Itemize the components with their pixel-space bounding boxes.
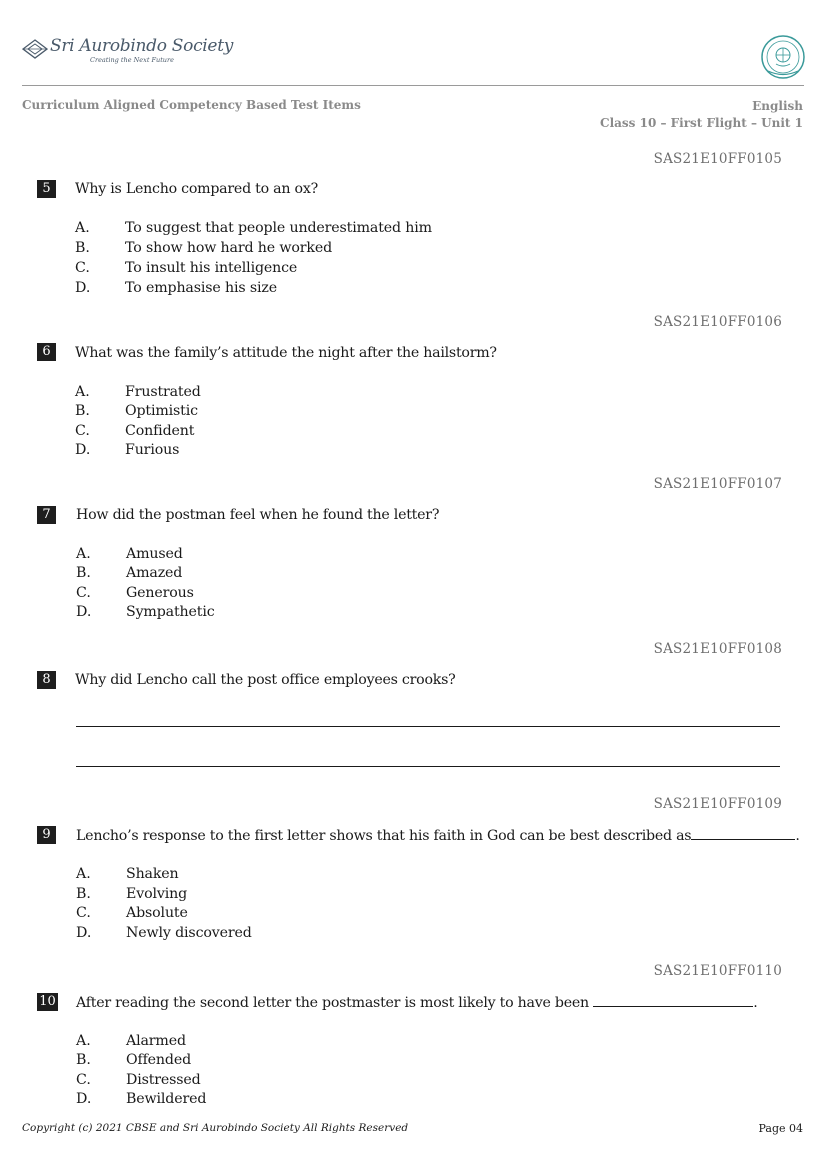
option-text: Amused: [126, 546, 183, 562]
question-code: SAS21E10FF0106: [653, 314, 782, 330]
option-text: Amazed: [126, 565, 183, 581]
option-text: Generous: [126, 585, 194, 601]
question-code: SAS21E10FF0110: [653, 963, 782, 979]
subject-label: English: [752, 99, 803, 113]
question-number: 8: [37, 671, 56, 689]
question-number: 7: [37, 506, 56, 524]
option-letter: B.: [76, 1052, 91, 1068]
option-letter: D.: [76, 604, 92, 620]
option-letter: D.: [75, 442, 91, 458]
fill-blank[interactable]: [593, 994, 753, 1007]
question-text: Why did Lencho call the post office employees crooks?: [75, 672, 456, 688]
copyright-notice: Copyright (c) 2021 CBSE and Sri Aurobindo Society All Rights Reserved: [22, 1122, 409, 1134]
lotus-logo-icon: [22, 39, 48, 59]
option-text: To show how hard he worked: [125, 240, 333, 256]
option-letter: C.: [75, 423, 90, 439]
document-title: Curriculum Aligned Competency Based Test Items: [22, 98, 361, 112]
option-letter: C.: [75, 260, 90, 276]
cbse-seal-icon: [760, 34, 806, 80]
option-letter: A.: [76, 1033, 91, 1049]
logo-tagline: Creating the Next Future: [90, 56, 174, 64]
fill-blank[interactable]: [691, 827, 795, 840]
question-code: SAS21E10FF0105: [653, 151, 782, 167]
option-text: Offended: [126, 1052, 192, 1068]
class-unit-label: Class 10 – First Flight – Unit 1: [600, 116, 803, 130]
option-letter: A.: [76, 546, 91, 562]
cbse-seal-logo: [760, 34, 806, 80]
option-text: To emphasise his size: [125, 280, 277, 296]
option-text: Evolving: [126, 886, 188, 902]
question-code: SAS21E10FF0109: [653, 796, 782, 812]
question-text: Why is Lencho compared to an ox?: [75, 181, 318, 197]
option-letter: A.: [75, 384, 90, 400]
option-text: Absolute: [126, 905, 188, 921]
question-number: 5: [37, 180, 56, 198]
option-letter: B.: [76, 886, 91, 902]
page-number: Page 04: [758, 1122, 803, 1135]
option-text: Optimistic: [125, 403, 198, 419]
option-letter: D.: [76, 925, 92, 941]
question-text-end: .: [795, 828, 800, 844]
question-number: 10: [37, 993, 58, 1011]
option-letter: B.: [75, 403, 90, 419]
option-text: Furious: [125, 442, 180, 458]
question-code: SAS21E10FF0107: [653, 476, 782, 492]
option-text: Sympathetic: [126, 604, 215, 620]
option-text: To insult his intelligence: [125, 260, 298, 276]
question-text: What was the family’s attitude the night after the hailstorm?: [75, 345, 497, 361]
option-letter: A.: [75, 220, 90, 236]
question-text-body: After reading the second letter the postmaster is most likely to have been: [76, 995, 589, 1011]
option-letter: B.: [75, 240, 90, 256]
option-letter: C.: [76, 1072, 91, 1088]
option-letter: C.: [76, 905, 91, 921]
sri-aurobindo-society-logo: [22, 36, 234, 68]
question-text: [76, 827, 800, 844]
option-letter: A.: [76, 866, 91, 882]
option-text: Distressed: [126, 1072, 201, 1088]
option-text: Alarmed: [126, 1033, 186, 1049]
question-number: 9: [37, 826, 56, 844]
option-text: Frustrated: [125, 384, 201, 400]
question-code: SAS21E10FF0108: [653, 641, 782, 657]
option-text: To suggest that people underestimated him: [125, 220, 432, 236]
header-rule: [22, 85, 804, 86]
answer-line[interactable]: [76, 726, 780, 727]
option-letter: D.: [76, 1091, 92, 1107]
subject-info: [600, 98, 803, 132]
answer-line[interactable]: [76, 766, 780, 767]
option-letter: D.: [75, 280, 91, 296]
option-text: Shaken: [126, 866, 179, 882]
option-letter: C.: [76, 585, 91, 601]
logo-wordmark: Sri Aurobindo Society: [50, 36, 234, 56]
question-text-body: Lencho’s response to the first letter shows that his faith in God can be best described as: [76, 828, 692, 844]
option-letter: B.: [76, 565, 91, 581]
question-text: [76, 994, 757, 1011]
question-text: How did the postman feel when he found the letter?: [76, 507, 440, 523]
option-text: Bewildered: [126, 1091, 207, 1107]
option-text: Newly discovered: [126, 925, 252, 941]
option-text: Confident: [125, 423, 195, 439]
question-number: 6: [37, 343, 56, 361]
question-text-end: .: [753, 995, 758, 1011]
